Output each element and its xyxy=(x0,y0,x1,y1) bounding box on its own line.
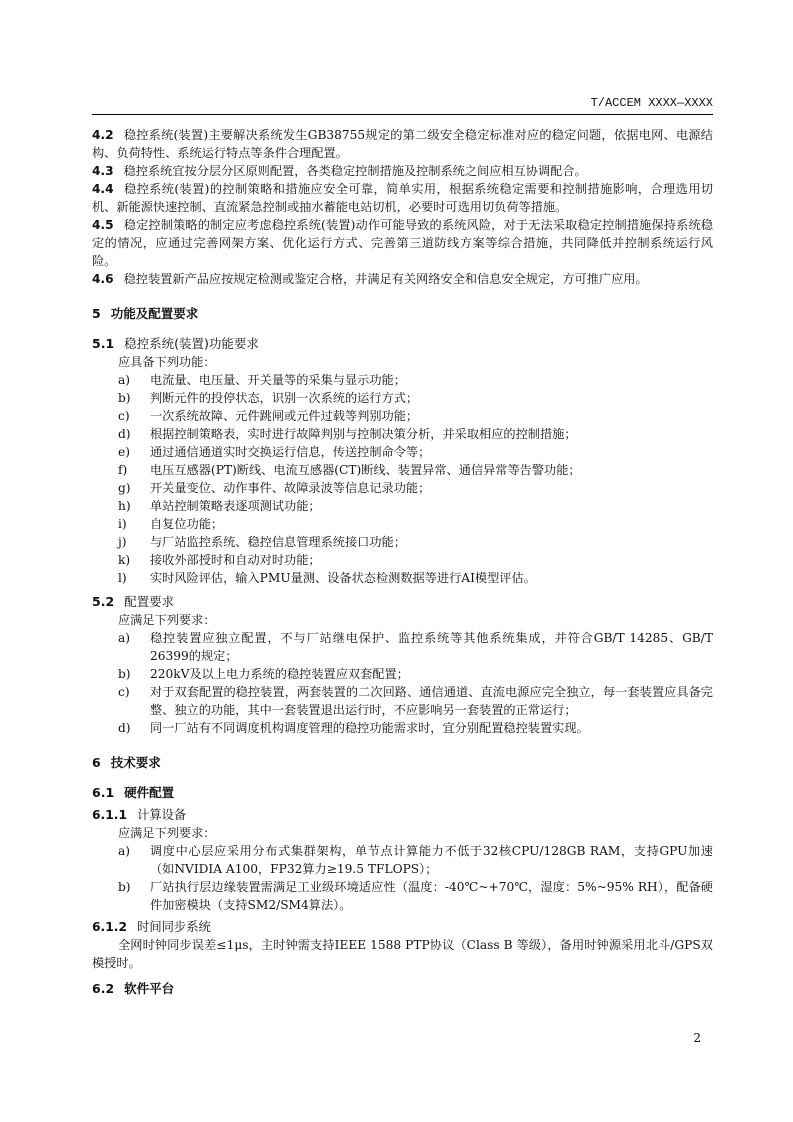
list-text: 220kV及以上电力系统的稳控装置应双套配置； xyxy=(150,667,409,681)
list-item xyxy=(92,479,713,497)
list-marker: l) xyxy=(118,571,127,585)
clause-number: 4.4 xyxy=(92,182,114,196)
list-text: 厂站执行层边缘装置需满足工业级环境适应性（温度：-40℃~+70℃，湿度：5%~95% RH），配备硬件加密模块（支持SM2/SM4算法）。 xyxy=(150,880,713,912)
list-text: 同一厂站有不同调度机构调度管理的稳控功能需求时，宜分别配置稳控装置实现。 xyxy=(150,721,589,735)
clause-text: 稳控系统宜按分层分区原则配置，各类稳定控制措施及控制系统之间应相互协调配合。 xyxy=(123,164,587,178)
clause-text: 稳定控制策略的制定应考虑稳控系统(装置)动作可能导致的系统风险，对于无法采取稳定控制措施保持系统稳定的情况，应通过完善网架方案、优化运行方式、完善第三道防线方案等综合措施，共同降低并控制系统运行风险。 xyxy=(92,218,713,268)
section-6-1-2-text: 全网时钟同步误差≤1μs，主时钟需支持IEEE 1588 PTP协议（Class B 等级），备用时钟源采用北斗/GPS双模授时。 xyxy=(92,938,713,970)
list-marker: g) xyxy=(118,481,131,495)
clause-number: 4.2 xyxy=(92,128,114,142)
list-marker: j) xyxy=(118,535,127,549)
list-marker: b) xyxy=(118,667,131,681)
list-text: 单站控制策略表逐项测试功能； xyxy=(150,499,321,513)
clause-4-6 xyxy=(92,270,713,288)
list-marker: b) xyxy=(118,880,131,894)
list-text: 电压互感器(PT)断线、电流互感器(CT)断线、装置异常、通信异常等告警功能； xyxy=(150,463,581,477)
list-text: 一次系统故障、元件跳闸或元件过载等判别功能； xyxy=(150,409,419,423)
clause-text: 稳控系统(装置)的控制策略和措施应安全可靠，简单实用，根据系统稳定需要和控制措施影响，合理选用切机、新能源快速控制、直流紧急控制或抽水蓄能电站切机，必要时可选用切负荷等措施。 xyxy=(92,182,713,214)
clause-number: 4.3 xyxy=(92,164,114,178)
list-text: 实时风险评估，输入PMU量测、设备状态检测数据等进行AI模型评估。 xyxy=(150,571,536,585)
page-number: 2 xyxy=(693,1031,701,1045)
clause-4-3 xyxy=(92,162,713,180)
list-text: 自复位功能； xyxy=(150,517,224,531)
list-text: 通过通信通道实时交换运行信息，传送控制命令等； xyxy=(150,445,431,459)
list-item xyxy=(92,425,713,443)
list-item xyxy=(92,407,713,425)
list-marker: f) xyxy=(118,463,128,477)
section-5-1-heading: 5.1 稳控系统(装置)功能要求 xyxy=(92,336,259,351)
list-marker: c) xyxy=(118,685,130,699)
list-marker: a) xyxy=(118,631,131,645)
section-4-clauses xyxy=(92,126,713,288)
section-5-1-intro: 应具备下列功能： xyxy=(118,355,216,369)
list-item xyxy=(92,461,713,479)
list-item xyxy=(92,719,713,737)
section-6-1-2-heading: 6.1.2 时间同步系统 xyxy=(92,920,211,934)
list-marker: c) xyxy=(118,409,130,423)
list-text: 根据控制策略表，实时进行故障判别与控制决策分析，并采取相应的控制措施； xyxy=(150,427,577,441)
list-item xyxy=(92,497,713,515)
list-text: 调度中心层应采用分布式集群架构，单节点计算能力不低于32核CPU/128GB RAM，支持GPU加速（如NVIDIA A100，FP32算力≥19.5 TFLOPS）； xyxy=(150,844,713,876)
section-6-2-heading: 6.2 软件平台 xyxy=(92,981,175,996)
clause-text: 稳控装置新产品应按规定检测或鉴定合格，并满足有关网络安全和信息安全规定，方可推广应用。 xyxy=(123,272,648,286)
clause-4-2 xyxy=(92,126,713,162)
list-marker: i) xyxy=(118,517,127,531)
section-6-1-heading: 6.1 硬件配置 xyxy=(92,785,175,800)
list-marker: e) xyxy=(118,445,130,459)
list-marker: d) xyxy=(118,721,131,735)
list-item xyxy=(92,533,713,551)
list-text: 与厂站监控系统、稳控信息管理系统接口功能； xyxy=(150,535,406,549)
list-marker: k) xyxy=(118,553,131,567)
header-rule xyxy=(92,114,713,115)
list-text: 电流量、电压量、开关量等的采集与显示功能； xyxy=(150,373,406,387)
page-content xyxy=(92,126,713,998)
list-item xyxy=(92,569,713,587)
list-text: 稳控装置应独立配置，不与厂站继电保护、监控系统等其他系统集成，并符合GB/T 14285、GB/T 26399的规定； xyxy=(150,631,713,663)
list-item xyxy=(92,665,713,683)
section-5-2-intro: 应满足下列要求： xyxy=(118,613,216,627)
clause-number: 4.5 xyxy=(92,218,114,232)
list-marker: a) xyxy=(118,844,131,858)
list-item xyxy=(92,515,713,533)
config-list xyxy=(92,629,713,737)
list-marker: d) xyxy=(118,427,131,441)
section-6-1-1-intro: 应满足下列要求： xyxy=(118,826,216,840)
list-item xyxy=(92,842,713,878)
list-item xyxy=(92,389,713,407)
document-id-header: T/ACCEM XXXX—XXXX xyxy=(590,96,713,110)
list-text: 接收外部授时和自动对时功能； xyxy=(150,553,321,567)
list-item xyxy=(92,683,713,719)
list-marker: h) xyxy=(118,499,131,513)
list-item xyxy=(92,371,713,389)
clause-4-4 xyxy=(92,180,713,216)
list-item xyxy=(92,629,713,665)
list-marker: a) xyxy=(118,373,131,387)
clause-number: 4.6 xyxy=(92,272,114,286)
list-text: 对于双套配置的稳控装置，两套装置的二次回路、通信通道、直流电源应完全独立，每一套装置应具备完整、独立的功能，其中一套装置退出运行时，不应影响另一套装置的正常运行； xyxy=(150,685,713,717)
list-item xyxy=(92,443,713,461)
list-text: 判断元件的投停状态，识别一次系统的运行方式； xyxy=(150,391,419,405)
clause-4-5 xyxy=(92,216,713,270)
section-6-heading: 6 技术要求 xyxy=(92,755,161,770)
section-5-2-heading: 5.2 配置要求 xyxy=(92,594,175,609)
section-6-1-1-heading: 6.1.1 计算设备 xyxy=(92,808,187,822)
clause-text: 稳控系统(装置)主要解决系统发生GB38755规定的第二级安全稳定标准对应的稳定问题，依据电网、电源结构、负荷特性、系统运行特点等条件合理配置。 xyxy=(92,128,713,160)
section-5-heading: 5 功能及配置要求 xyxy=(92,306,199,321)
function-list xyxy=(92,371,713,587)
list-item xyxy=(92,878,713,914)
list-text: 开关量变位、动作事件、故障录波等信息记录功能； xyxy=(150,481,431,495)
list-marker: b) xyxy=(118,391,131,405)
hardware-list xyxy=(92,842,713,914)
list-item xyxy=(92,551,713,569)
